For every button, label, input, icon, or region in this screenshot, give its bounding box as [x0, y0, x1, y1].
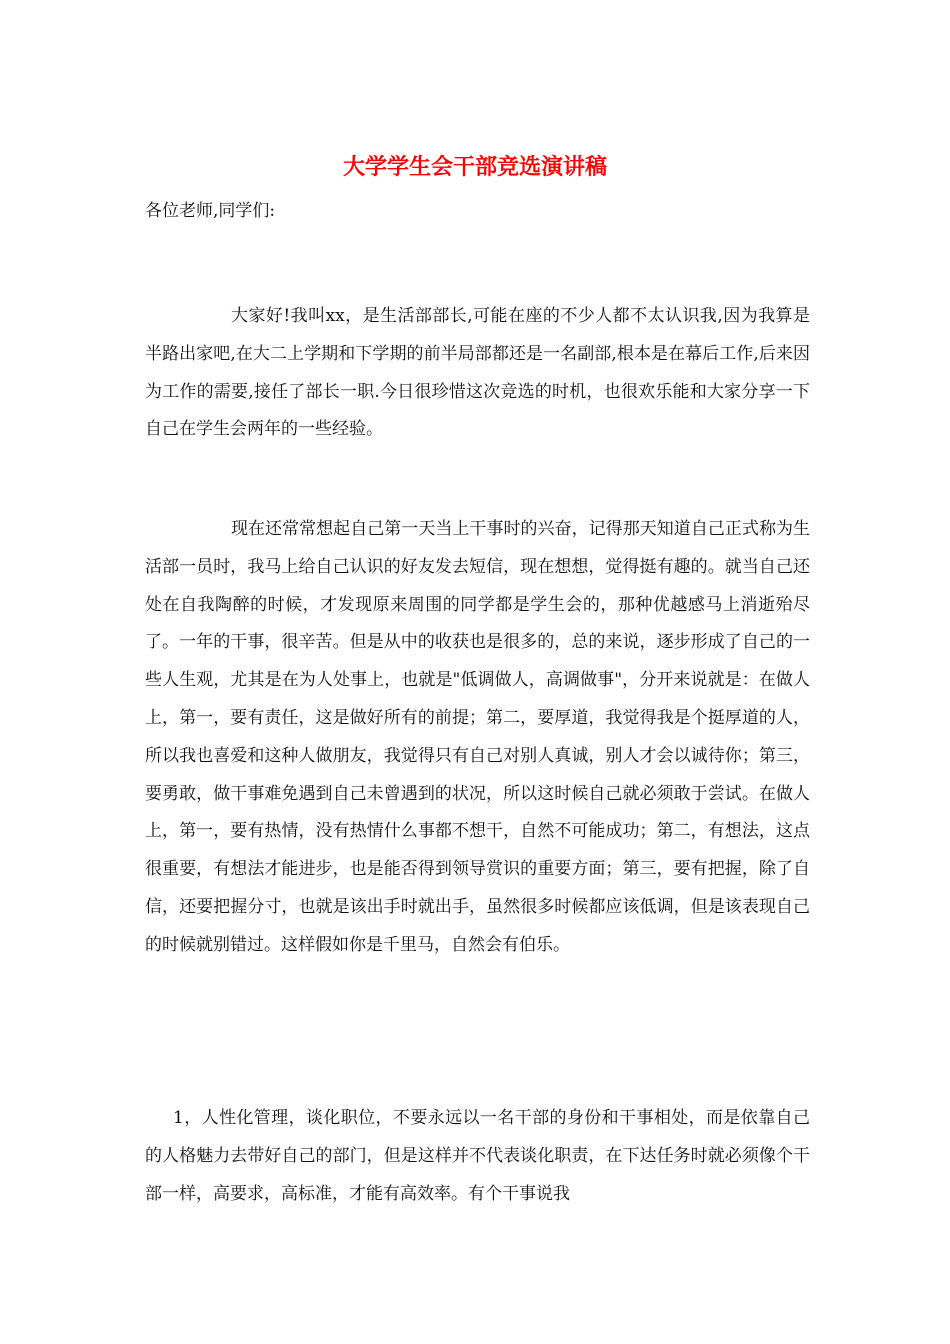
paragraph-intro: 大家好!我叫xx，是生活部部长,可能在座的不少人都不太认识我,因为我算是半路出家吧,在大二上学期和下学期的前半局部都还是一名副部,根本是在幕后工作,后来因为工作的需要,接任了部长一职.今日很珍惜这次竞选的时机，也很欢乐能和大家分享一下自己在学生会两年的一些经验。	[145, 306, 810, 440]
salutation: 各位老师,同学们:	[145, 201, 276, 221]
paragraph-management: 1，人性化管理，谈化职位，不要永远以一名干部的身份和干事相处，而是依靠自己的人格魅力去带好自己的部门，但是这样并不代表谈化职责，在下达任务时就必须像个干部一样，高要求，高标准，才能有高效率。有个干事说我	[145, 1108, 810, 1204]
paragraph-experience: 现在还常常想起自己第一天当上干事时的兴奋，记得那天知道自己正式称为生活部一员时，我马上给自己认识的好友发去短信，现在想想，觉得挺有趣的。就当自己还处在自我陶醉的时候，才发现原来周围的同学都是学生会的，那种优越感马上消逝殆尽了。一年的干事，很辛苦。但是从中的收获也是很多的，总的来说，逐步形成了自己的一些人生观，尤其是在为人处事上，也就是"低调做人，高调做事"，分开来说就是：在做人上，第一，要有责任，这是做好所有的前提；第二，要厚道，我觉得我是个挺厚道的人，所以我也喜爱和这种人做朋友，我觉得只有自己对别人真诚，别人才会以诚待你；第三，要勇敢，做干事难免遇到自己未曾遇到的状况，所以这时候自己就必须敢于尝试。在做人上，第一，要有热情，没有热情什么事都不想干，自然不可能成功；第二，有想法，这点很重要，有想法才能进步，也是能否得到领导赏识的重要方面；第三，要有把握，除了自信，还要把握分寸，也就是该出手时就出手，虽然很多时候都应该低调，但是该表现自己的时候就别错过。这样假如你是千里马，自然会有伯乐。	[145, 519, 810, 955]
document-title: 大学学生会干部竞选演讲稿	[342, 154, 607, 180]
